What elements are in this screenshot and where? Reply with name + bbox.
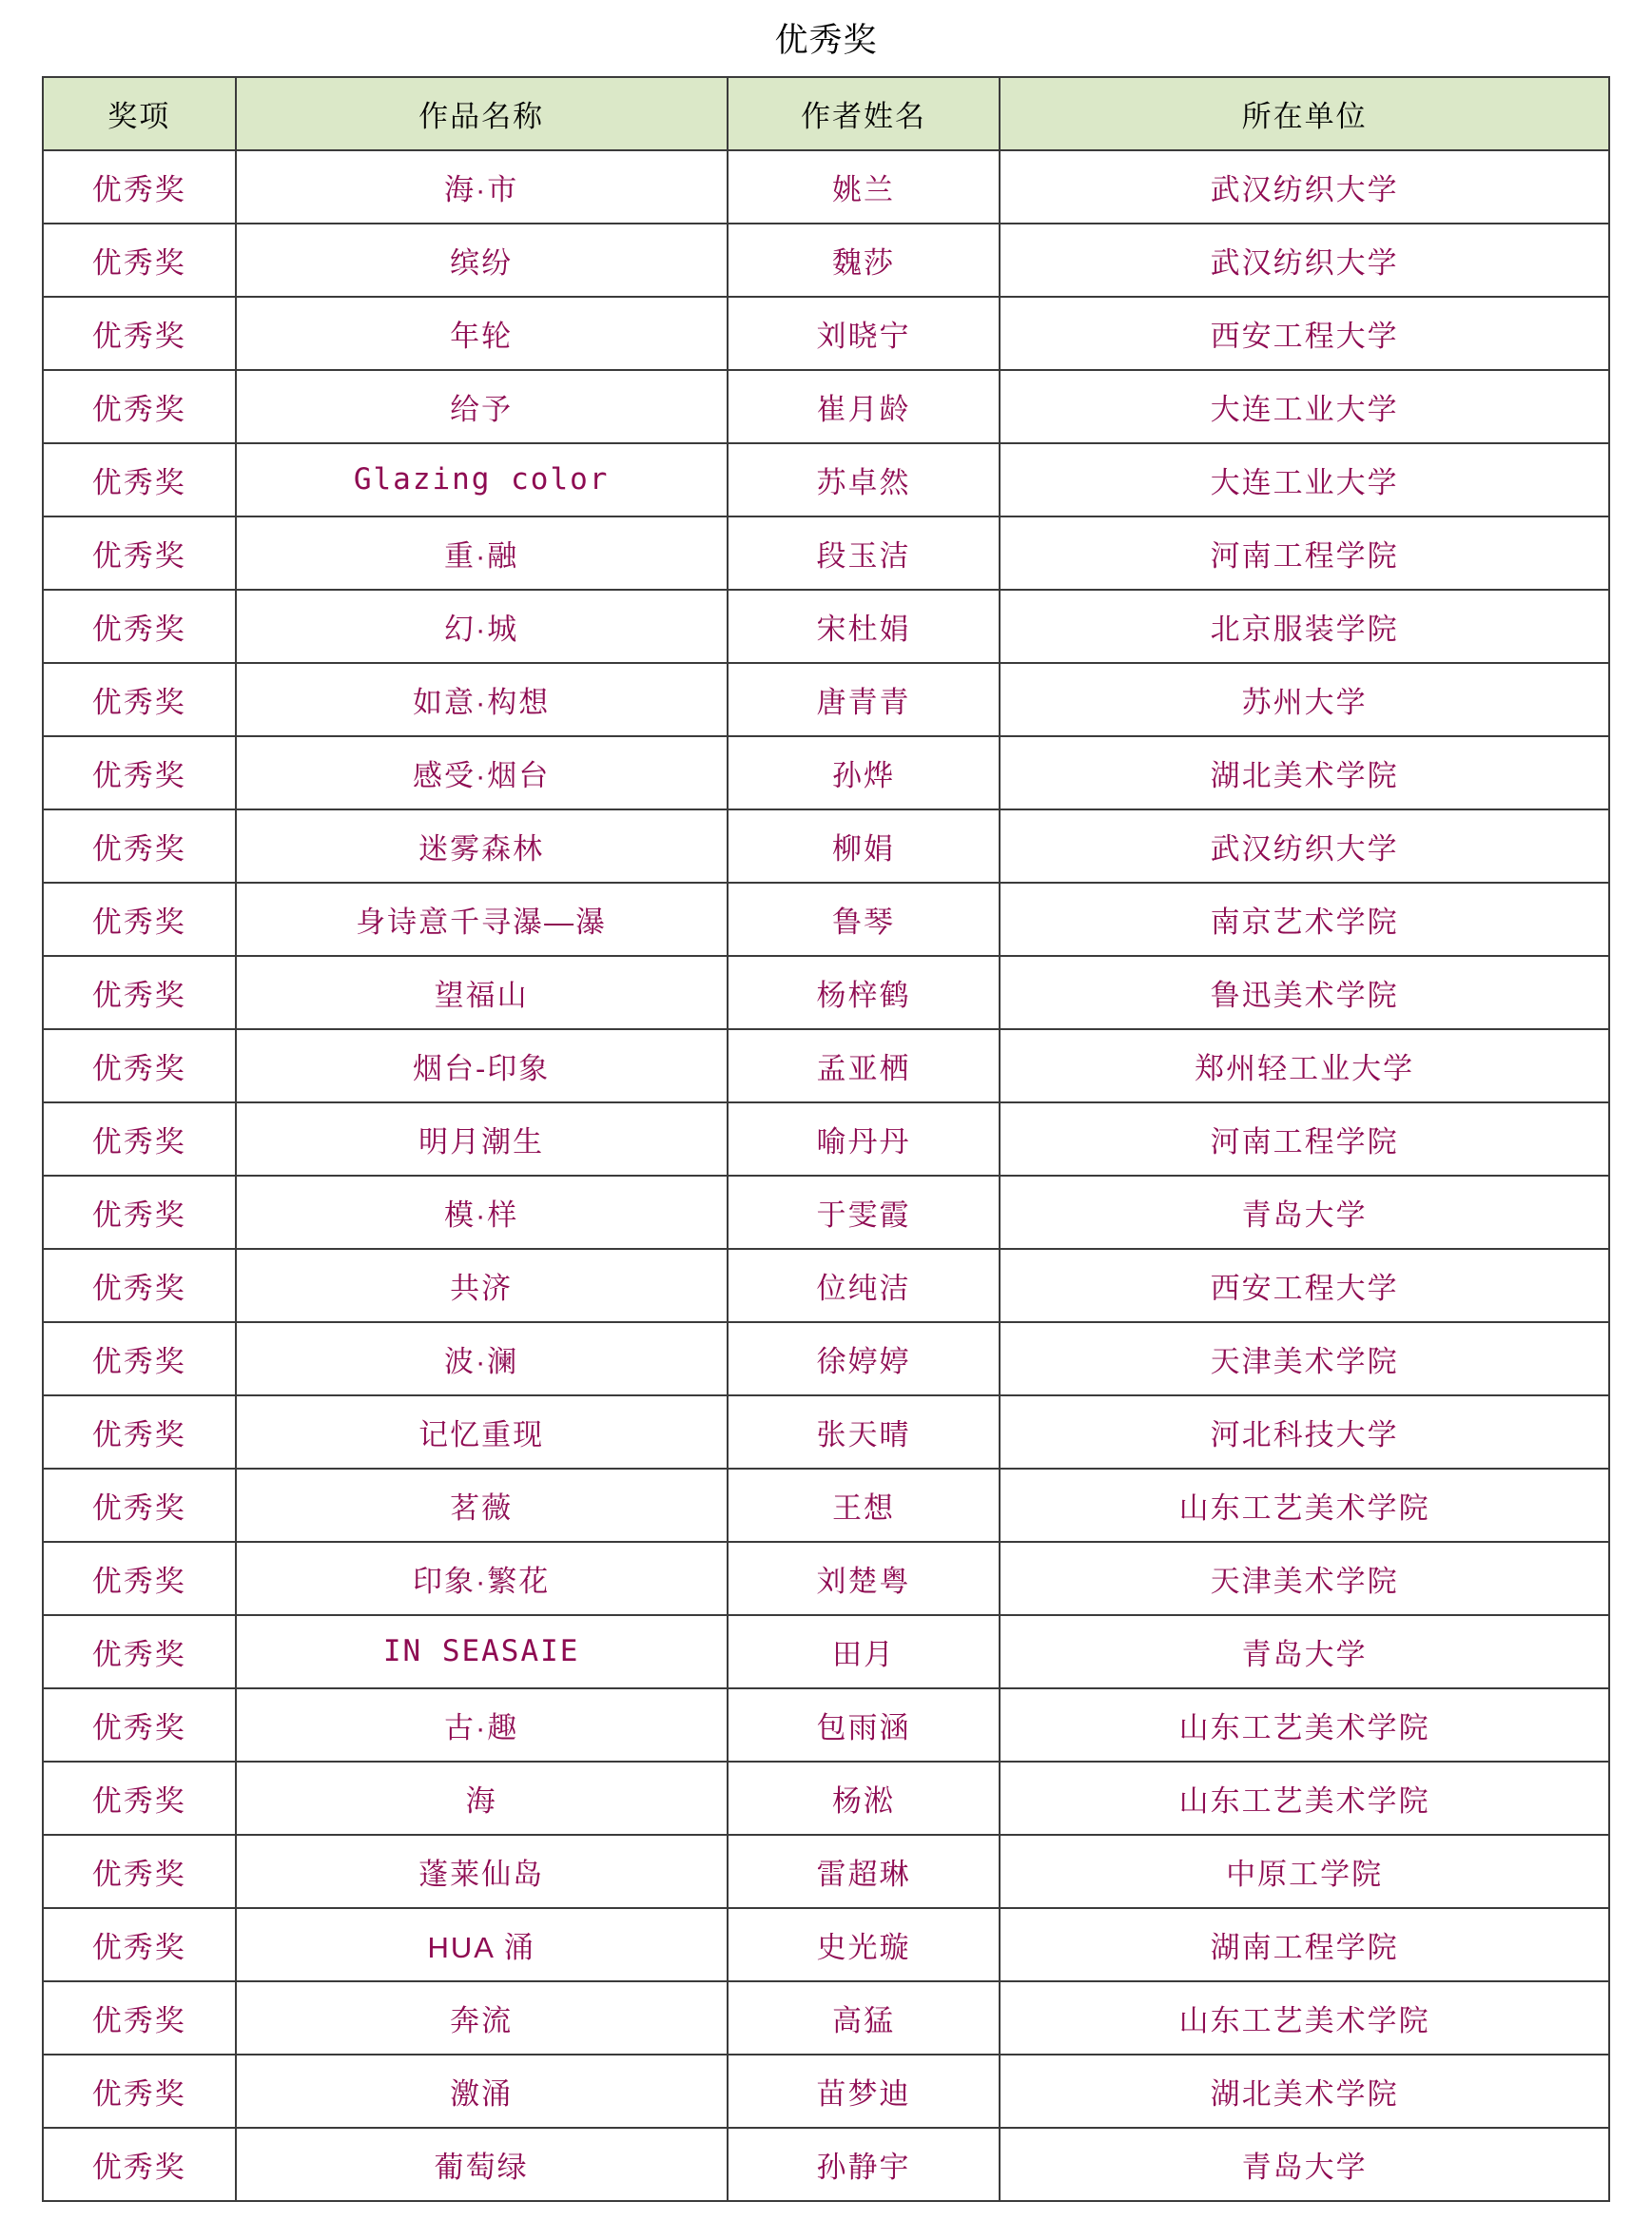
cell-award: 优秀奖 (43, 1835, 236, 1908)
cell-award: 优秀奖 (43, 1908, 236, 1981)
cell-unit: 山东工艺美术学院 (1000, 1981, 1609, 2055)
column-header-unit: 所在单位 (1000, 77, 1609, 150)
cell-author: 杨梓鹤 (728, 956, 1001, 1029)
cell-unit: 山东工艺美术学院 (1000, 1762, 1609, 1835)
table-row (43, 1981, 1609, 2055)
table-row (43, 883, 1609, 956)
cell-award: 优秀奖 (43, 956, 236, 1029)
cell-author: 张天晴 (728, 1395, 1001, 1469)
cell-unit: 西安工程大学 (1000, 1249, 1609, 1322)
cell-unit: 大连工业大学 (1000, 370, 1609, 443)
table-row (43, 1835, 1609, 1908)
table-row (43, 1762, 1609, 1835)
cell-author: 刘晓宁 (728, 297, 1001, 370)
cell-unit: 南京艺术学院 (1000, 883, 1609, 956)
cell-work: Glazing color (236, 443, 728, 516)
cell-unit: 武汉纺织大学 (1000, 224, 1609, 297)
table-row (43, 1176, 1609, 1249)
cell-work: 幻·城 (236, 590, 728, 663)
table-body (43, 150, 1609, 2201)
cell-unit: 湖南工程学院 (1000, 1908, 1609, 1981)
cell-author: 田月 (728, 1615, 1001, 1688)
cell-unit: 河南工程学院 (1000, 516, 1609, 590)
cell-work: 奔流 (236, 1981, 728, 2055)
cell-unit: 鲁迅美术学院 (1000, 956, 1609, 1029)
cell-author: 高猛 (728, 1981, 1001, 2055)
cell-unit: 郑州轻工业大学 (1000, 1029, 1609, 1102)
table-row (43, 2055, 1609, 2128)
column-header-author: 作者姓名 (728, 77, 1001, 150)
cell-author: 位纯洁 (728, 1249, 1001, 1322)
cell-award: 优秀奖 (43, 1981, 236, 2055)
cell-unit: 武汉纺织大学 (1000, 809, 1609, 883)
column-header-work: 作品名称 (236, 77, 728, 150)
cell-author: 史光璇 (728, 1908, 1001, 1981)
table-row (43, 443, 1609, 516)
cell-award: 优秀奖 (43, 663, 236, 736)
cell-award: 优秀奖 (43, 1542, 236, 1615)
cell-author: 孙烨 (728, 736, 1001, 809)
cell-author: 苏卓然 (728, 443, 1001, 516)
cell-work: 模·样 (236, 1176, 728, 1249)
cell-work: 海 (236, 1762, 728, 1835)
cell-unit: 青岛大学 (1000, 1176, 1609, 1249)
table-row (43, 736, 1609, 809)
table-row (43, 1249, 1609, 1322)
cell-author: 姚兰 (728, 150, 1001, 224)
cell-award: 优秀奖 (43, 516, 236, 590)
cell-author: 唐青青 (728, 663, 1001, 736)
cell-author: 王想 (728, 1469, 1001, 1542)
cell-unit: 青岛大学 (1000, 1615, 1609, 1688)
cell-award: 优秀奖 (43, 1395, 236, 1469)
cell-award: 优秀奖 (43, 809, 236, 883)
cell-work: 印象·繁花 (236, 1542, 728, 1615)
cell-unit: 苏州大学 (1000, 663, 1609, 736)
cell-author: 徐婷婷 (728, 1322, 1001, 1395)
cell-award: 优秀奖 (43, 224, 236, 297)
cell-award: 优秀奖 (43, 1029, 236, 1102)
cell-author: 喻丹丹 (728, 1102, 1001, 1176)
table-row (43, 1542, 1609, 1615)
cell-award: 优秀奖 (43, 1469, 236, 1542)
cell-work: 望福山 (236, 956, 728, 1029)
cell-unit: 河北科技大学 (1000, 1395, 1609, 1469)
table-row (43, 1102, 1609, 1176)
cell-work: 烟台-印象 (236, 1029, 728, 1102)
table-row (43, 956, 1609, 1029)
cell-award: 优秀奖 (43, 1615, 236, 1688)
cell-work: 感受·烟台 (236, 736, 728, 809)
cell-unit: 武汉纺织大学 (1000, 150, 1609, 224)
cell-unit: 山东工艺美术学院 (1000, 1469, 1609, 1542)
cell-work: 年轮 (236, 297, 728, 370)
cell-award: 优秀奖 (43, 2128, 236, 2201)
cell-award: 优秀奖 (43, 1249, 236, 1322)
cell-work: 波·澜 (236, 1322, 728, 1395)
cell-work: 茗薇 (236, 1469, 728, 1542)
cell-author: 苗梦迪 (728, 2055, 1001, 2128)
cell-award: 优秀奖 (43, 297, 236, 370)
table-row (43, 809, 1609, 883)
table-row (43, 1908, 1609, 1981)
cell-author: 杨淞 (728, 1762, 1001, 1835)
cell-award: 优秀奖 (43, 1102, 236, 1176)
cell-author: 孟亚栖 (728, 1029, 1001, 1102)
cell-unit: 青岛大学 (1000, 2128, 1609, 2201)
cell-unit: 湖北美术学院 (1000, 736, 1609, 809)
table-row (43, 1029, 1609, 1102)
cell-work: 缤纷 (236, 224, 728, 297)
cell-award: 优秀奖 (43, 883, 236, 956)
cell-work: 海·市 (236, 150, 728, 224)
table-row (43, 663, 1609, 736)
cell-author: 孙静宇 (728, 2128, 1001, 2201)
cell-author: 魏莎 (728, 224, 1001, 297)
cell-author: 崔月龄 (728, 370, 1001, 443)
cell-author: 于雯霞 (728, 1176, 1001, 1249)
cell-author: 段玉洁 (728, 516, 1001, 590)
cell-unit: 天津美术学院 (1000, 1542, 1609, 1615)
cell-author: 宋杜娟 (728, 590, 1001, 663)
cell-work: 明月潮生 (236, 1102, 728, 1176)
table-row (43, 1469, 1609, 1542)
cell-award: 优秀奖 (43, 443, 236, 516)
cell-author: 雷超琳 (728, 1835, 1001, 1908)
cell-work: IN SEASAIE (236, 1615, 728, 1688)
table-row (43, 516, 1609, 590)
cell-award: 优秀奖 (43, 1322, 236, 1395)
table-row (43, 1615, 1609, 1688)
cell-work: 古·趣 (236, 1688, 728, 1762)
table-row (43, 590, 1609, 663)
table-row (43, 2128, 1609, 2201)
cell-unit: 中原工学院 (1000, 1835, 1609, 1908)
cell-award: 优秀奖 (43, 370, 236, 443)
table-header (43, 77, 1609, 150)
cell-work: 蓬莱仙岛 (236, 1835, 728, 1908)
cell-author: 柳娟 (728, 809, 1001, 883)
cell-work: 共济 (236, 1249, 728, 1322)
cell-work: 迷雾森林 (236, 809, 728, 883)
page-title: 优秀奖 (774, 22, 878, 59)
column-header-award: 奖项 (43, 77, 236, 150)
cell-award: 优秀奖 (43, 2055, 236, 2128)
cell-award: 优秀奖 (43, 1176, 236, 1249)
cell-unit: 湖北美术学院 (1000, 2055, 1609, 2128)
cell-unit: 北京服装学院 (1000, 590, 1609, 663)
cell-work: 身诗意千寻瀑—瀑 (236, 883, 728, 956)
cell-unit: 大连工业大学 (1000, 443, 1609, 516)
cell-unit: 河南工程学院 (1000, 1102, 1609, 1176)
table-row (43, 297, 1609, 370)
cell-unit: 西安工程大学 (1000, 297, 1609, 370)
cell-work: 激涌 (236, 2055, 728, 2128)
cell-award: 优秀奖 (43, 736, 236, 809)
table-row (43, 1395, 1609, 1469)
cell-unit: 山东工艺美术学院 (1000, 1688, 1609, 1762)
cell-award: 优秀奖 (43, 590, 236, 663)
cell-award: 优秀奖 (43, 1762, 236, 1835)
table-header-row (43, 77, 1609, 150)
award-table (42, 76, 1610, 2202)
cell-author: 刘楚粤 (728, 1542, 1001, 1615)
cell-work: 给予 (236, 370, 728, 443)
cell-unit: 天津美术学院 (1000, 1322, 1609, 1395)
cell-work: 如意·构想 (236, 663, 728, 736)
table-row (43, 1322, 1609, 1395)
cell-work: 葡萄绿 (236, 2128, 728, 2201)
cell-author: 鲁琴 (728, 883, 1001, 956)
cell-work: HUA 涌 (236, 1908, 728, 1981)
cell-award: 优秀奖 (43, 150, 236, 224)
table-row (43, 370, 1609, 443)
cell-work: 重·融 (236, 516, 728, 590)
table-row (43, 224, 1609, 297)
table-row (43, 150, 1609, 224)
cell-award: 优秀奖 (43, 1688, 236, 1762)
cell-author: 包雨涵 (728, 1688, 1001, 1762)
cell-work: 记忆重现 (236, 1395, 728, 1469)
table-row (43, 1688, 1609, 1762)
